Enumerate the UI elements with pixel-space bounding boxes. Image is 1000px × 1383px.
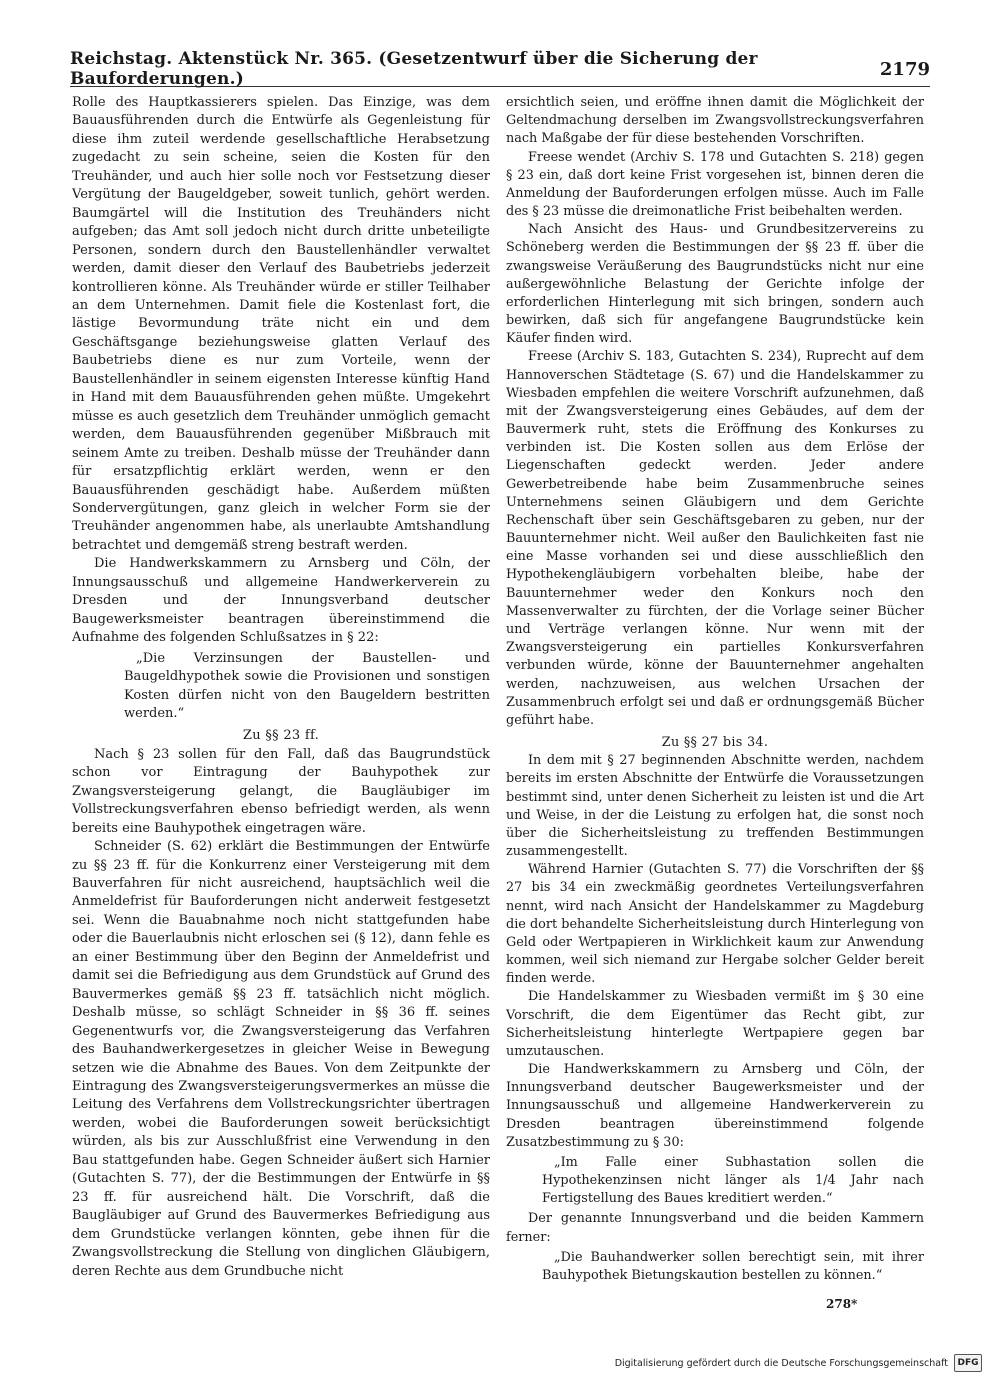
paragraph: Nach § 23 sollen für den Fall, daß das Baugrundstück schon vor Eintragung der Bauhypothek zur Zwangsversteigerung gelangt, die Baugläubiger im Vollstreckungsverfahren ebenso befriedigt werden, als wenn bereits eine Bauhypothek eingetragen wäre. (72, 746, 490, 836)
left-column (72, 94, 490, 1281)
paragraph: Freese (Archiv S. 183, Gutachten S. 234), Ruprecht auf dem Hannoverschen Städtetage (S. 67) und die Handelskammer zu Wiesbaden empfehlen die weitere Vorschrift aufzunehmen, daß mit der Zwangsversteigerung eines Gebäudes, auf dem der Bauvermerk ruht, stets die Eröffnung des Konkurses zu verbinden ist. Die Kosten sollen aus dem Erlöse der Liegenschaften gedeckt werden. Jeder andere Gewerbetreibende habe beim Zusammenbruche seines Unternehmens seinen Gläubigern und dem Gerichte Rechenschaft über sein Geschäftsgebaren zu geben, nur der Bauunternehmer nicht. Weil außer den Baulichkeiten fast nie eine Masse vorhanden sei und diese ausschließlich den Hypothekengläubigern vorbehalten bleibe, habe der Bauunternehmer weder den Konkurs noch den Massenverwalter zu fürchten, der die Vorlage seiner Bücher und Verträge verlangen könne. Nur wenn mit der Zwangsversteigerung ein partielles Konkursverfahren verbunden würde, könne der Bauunternehmer angehalten werden, nachzuweisen, aus welchen Ursachen der Zusammenbruch erfolgt sei und daß er ordnungsgemäß Bücher geführt habe. (506, 349, 924, 728)
signature-mark: 278* (826, 1297, 858, 1311)
paragraph: Die Handwerkskammern zu Arnsberg und Cöln, der Innungsverband deutscher Baugewerksmeister und der Innungsausschuß und allgemeine Handwerkerverein zu Dresden beantragen übereinstimmend folgende Zusatzbestimmung zu § 30: (506, 1062, 924, 1150)
footer (615, 1352, 982, 1374)
section-heading: Zu §§ 23 ff. (242, 728, 320, 744)
block-quote: „Die Verzinsungen der Baustellen- und Baugeldhypothek sowie die Provisionen und sonstigen Kosten dürfen nicht von den Baugeldern bestritten werden.“ (124, 650, 490, 721)
right-column (506, 94, 924, 1287)
paragraph: Rolle des Hauptkassierers spielen. Das Einzige, was dem Bauausführenden durch die Entwürfe als Gegenleistung für diese ihm zuteil werdende gesellschaftliche Herabsetzung zugedacht zu sein scheine, seien die Kosten für den Treuhänder, und auch hier solle noch vor Festsetzung dieser Vergütung der Baugeldgeber, soweit tunlich, gehört werden. Baumgärtel will die Institution des Treuhänders nicht aufgeben; das Amt soll jedoch nicht durch dritte unbeteiligte Personen, sondern durch den Baustellenhändler verwaltet werden, damit dieser den Verlauf des Baubetriebs jederzeit kontrollieren könne. Als Treuhänder würde er stiller Teilhaber an dem Unternehmen. Damit fiele die Kostenlast fort, die lästige Bevormundung träte nicht ein und dem Geschäftsgange beziehungsweise glatten Verlauf des Baubetriebs diene es nur zum Vorteile, wenn der Baustellenhändler in seinem eigensten Interesse künftig Hand in Hand mit dem Bauausführenden gehen müßte. Umgekehrt müsse es auch gesetzlich dem Treuhänder unmöglich gemacht werden, dem Bauausführenden gegenüber Mißbrauch mit seinem Amte zu treiben. Deshalb müsse der Treuhänder dann für ersatzpflichtig erklärt werden, wenn er den Bauausführenden geschädigt habe. Außerdem müßten Sondervergütungen, ganz gleich in welcher Form sie der Treuhänder angenommen habe, als unerlaubte Amtshandlung betrachtet und demgemäß streng bestraft werden. (72, 95, 490, 553)
footer-credit: Digitalisierung gefördert durch die Deutsche Forschungsgemeinschaft (614, 1357, 948, 1369)
page-number: 2179 (879, 58, 930, 80)
paragraph: Die Handwerkskammern zu Arnsberg und Cöln, der Innungsausschuß und allgemeine Handwerkerverein zu Dresden und der Innungsverband deutscher Baugewerksmeister beantragen übereinstimmend die Aufnahme des folgenden Schlußsatzes in § 22: (72, 556, 490, 646)
block-quote: „Die Bauhandwerker sollen berechtigt sein, mit ihrer Bauhypothek Bietungskaution bestellen zu können.“ (542, 1249, 924, 1283)
paragraph: Schneider (S. 62) erklärt die Bestimmungen der Entwürfe zu §§ 23 ff. für die Konkurrenz einer Versteigerung mit dem Bauverfahren für nicht ausreichend, hauptsächlich weil die Anmeldefrist für Bauforderungen nicht anderweit festgesetzt sei. Wenn die Bauabnahme noch nicht stattgefunden habe oder die Bauerlaubnis nicht erloschen sei (§ 12), dann fehle es an einer Bestimmung über den Beginn der Anmeldefrist und damit sei die Befriedigung aus dem Grundstück auf Grund des Bauvermerkes gemäß §§ 23 ff. tatsächlich nicht möglich. Deshalb müsse, so schlägt Schneider in §§ 36 ff. seines Gegenentwurfs vor, die Zwangsversteigerung das Verfahren des Bauhandwerkergesetzes in gleicher Weise in Bewegung setzen wie die Abnahme des Baues. Von dem Zeitpunkte der Eintragung des Zwangsversteigerungsvermerkes an müsse die Leitung des Verfahrens dem Vollstreckungsrichter übertragen werden, wobei die Bauforderungen soweit berücksichtigt würden, als bis zur Ausschlußfrist eine Verwendung in den Bau stattgefunden habe. Gegen Schneider äußert sich Harnier (Gutachten S. 77), der die Bestimmungen der Entwürfe in §§ 23 ff. für ausreichend hält. Die Vorschrift, daß die Baugläubiger auf Grund des Bauvermerkes Befriedigung aus dem Grundstücke verlangen könnten, gebe ihnen für die Zwangsvollstreckung die Stellung von dinglichen Gläubigern, deren Rechte aus dem Grundbuche nicht (72, 839, 490, 1279)
paragraph: ersichtlich seien, und eröffne ihnen damit die Möglichkeit der Geltendmachung derselben im Zwangsvollstreckungsverfahren nach Maßgabe der für diese bestehenden Vorschriften. (506, 95, 924, 147)
paragraph: In dem mit § 27 beginnenden Abschnitte werden, nachdem bereits im ersten Abschnitte der Entwürfe die Voraussetzungen bestimmt sind, unter denen Sicherheit zu leisten ist und die Art und Weise, in der die Leistung zu erfolgen hat, die sonst noch über die Sicherheitsleistung zu treffenden Bestimmungen zusammengestellt. (506, 753, 924, 860)
paragraph: Nach Ansicht des Haus- und Grundbesitzervereins zu Schöneberg werden die Bestimmungen der §§ 23 ff. über die zwangsweise Veräußerung des Baugrundstücks nicht nur eine außergewöhnliche Belastung der Gerichte infolge der erforderlichen Hinterlegung mit sich bringen, sondern auch bewirken, daß sich für angefangene Baugrundstücke kein Käufer finden wird. (506, 222, 924, 347)
paragraph: Der genannte Innungsverband und die beiden Kammern ferner: (506, 1211, 924, 1245)
paragraph: Freese wendet (Archiv S. 178 und Gutachten S. 218) gegen § 23 ein, daß dort keine Frist vorgesehen ist, binnen deren die Anmeldung der Bauforderungen erfolgen müsse. Auch im Falle des § 23 müsse die dreimonatliche Frist beibehalten werden. (506, 149, 924, 220)
block-quote: „Im Falle einer Subhastation sollen die Hypothekenzinsen nicht länger als 1/4 Jahr nach Fertigstellung des Baues kreditiert werden.“ (542, 1154, 924, 1207)
dfg-logo-icon: DFG (954, 1354, 982, 1372)
paragraph: Die Handelskammer zu Wiesbaden vermißt im § 30 eine Vorschrift, die dem Eigentümer das Recht gibt, zur Sicherheitsleistung hinterlegte Wertpapiere gegen bar umzutauschen. (506, 989, 924, 1059)
running-title: Reichstag. Aktenstück Nr. 365. (Gesetzentwurf über die Sicherung der Bauforderungen.) (70, 49, 758, 89)
page-header (70, 49, 930, 89)
section-heading: Zu §§ 27 bis 34. (661, 735, 769, 751)
paragraph: Während Harnier (Gutachten S. 77) die Vorschriften der §§ 27 bis 34 ein zweckmäßig geordnetes Verteilungsverfahren nennt, wird nach Ansicht der Handelskammer zu Magdeburg die dort behandelte Sicherheitsleistung durch Hinterlegung von Geld oder Wertpapieren in Wirklichkeit kaum zur Anwendung kommen, weil sich niemand zur Hergabe solcher Gelder bereit finden werde. (506, 862, 924, 987)
